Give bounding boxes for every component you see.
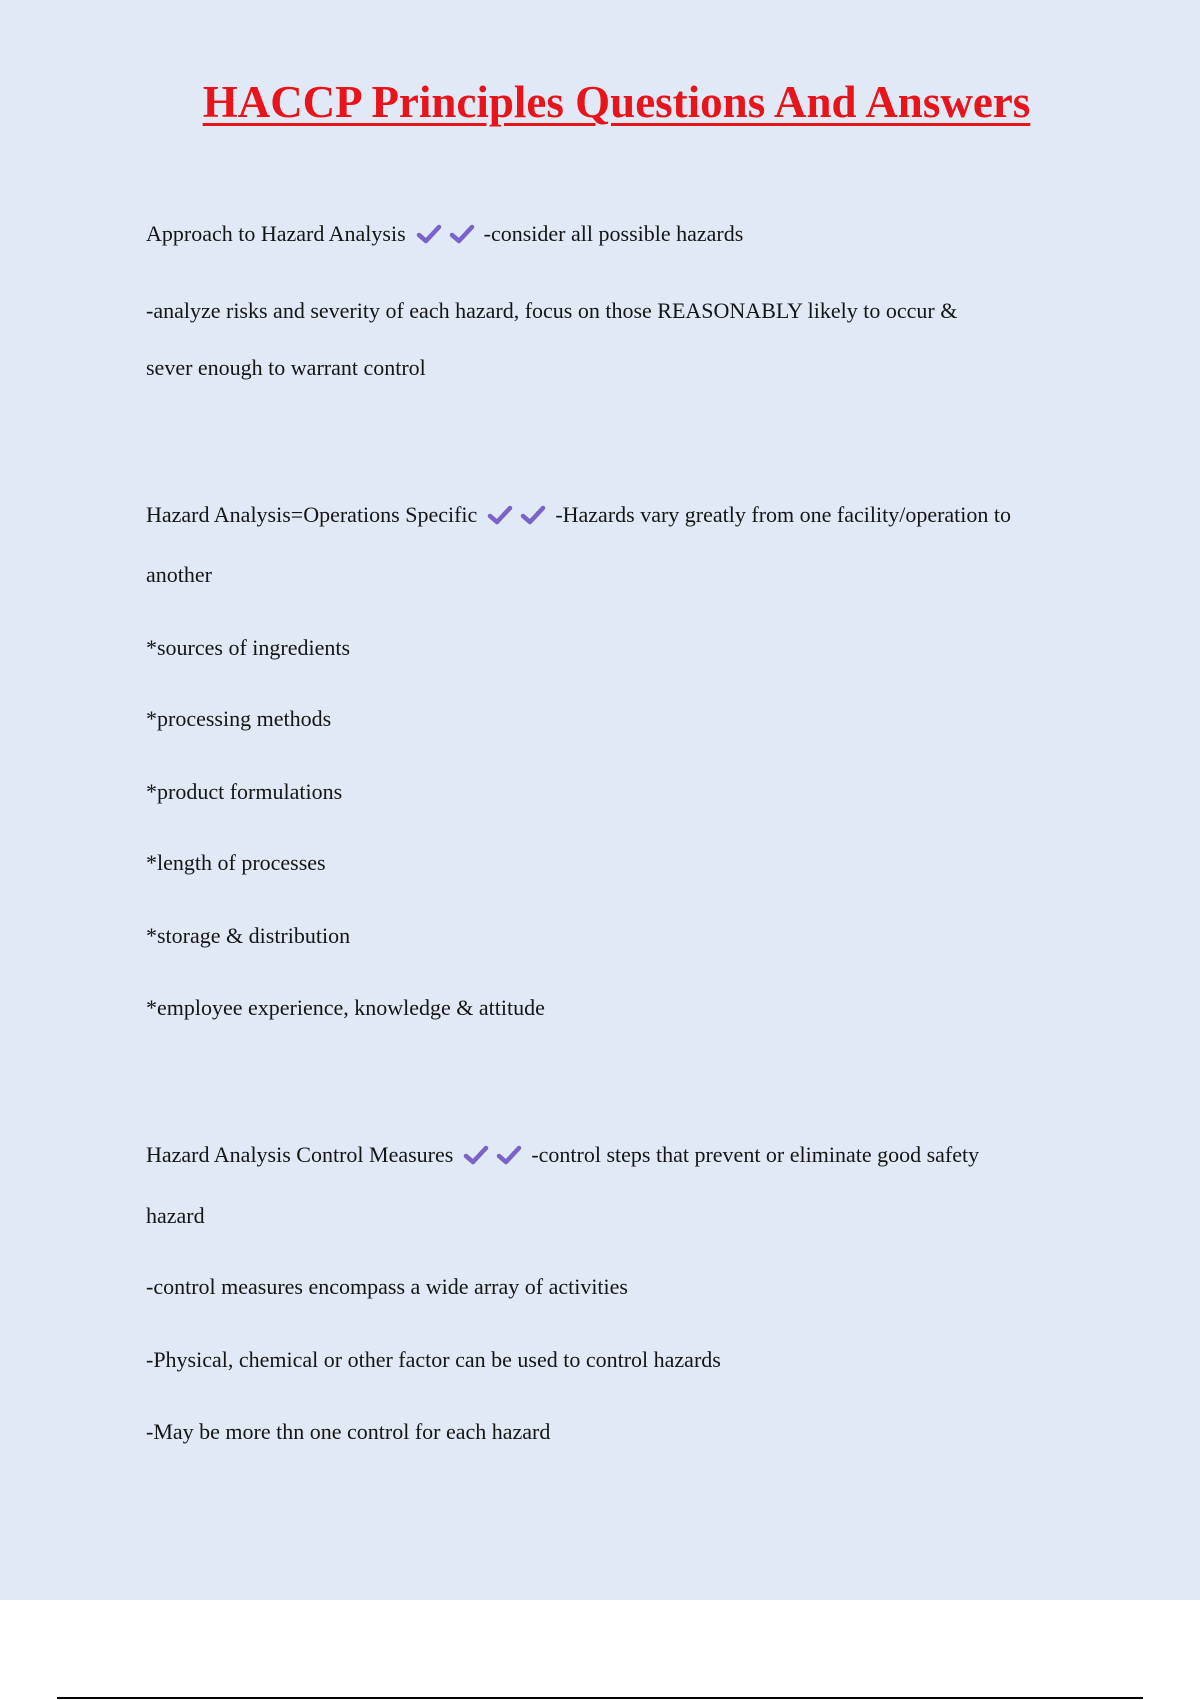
double-check-icon	[463, 1144, 529, 1173]
card-3-term: Hazard Analysis Control Measures	[146, 1142, 454, 1167]
card-1-heading-line	[146, 220, 743, 252]
card-2-heading-line	[146, 501, 1011, 533]
card-1-line-2: sever enough to warrant control	[146, 355, 426, 380]
card-2-line-6: *storage & distribution	[146, 923, 351, 948]
double-check-icon	[487, 504, 553, 533]
card-3-definition: -control steps that prevent or eliminate good safety	[531, 1142, 980, 1167]
document-title: HACCP Principles Questions And Answers	[202, 77, 1031, 127]
card-3-line-2: -control measures encompass a wide array of activities	[146, 1274, 628, 1299]
card-2-line-7: *employee experience, knowledge & attitude	[146, 995, 545, 1020]
double-check-icon	[416, 223, 482, 252]
card-2-line-3: *processing methods	[146, 706, 332, 731]
card-1-line-1: -analyze risks and severity of each hazard, focus on those REASONABLY likely to occur &	[146, 298, 958, 323]
card-2-line-5: *length of processes	[146, 850, 326, 875]
card-3-line-1: hazard	[146, 1203, 205, 1228]
card-2-definition: -Hazards vary greatly from one facility/operation to	[555, 502, 1012, 527]
card-2-line-2: *sources of ingredients	[146, 635, 351, 660]
card-3-line-4: -May be more thn one control for each hazard	[146, 1419, 551, 1444]
card-2-line-4: *product formulations	[146, 779, 343, 804]
card-3-heading-line	[146, 1141, 979, 1173]
card-1-definition: -consider all possible hazards	[483, 221, 744, 246]
footer-rule	[57, 1697, 1143, 1699]
card-1-term: Approach to Hazard Analysis	[146, 221, 406, 246]
card-3-line-3: -Physical, chemical or other factor can be used to control hazards	[146, 1347, 721, 1372]
card-2-line-1: another	[146, 562, 212, 587]
card-2-term: Hazard Analysis=Operations Specific	[146, 502, 478, 527]
